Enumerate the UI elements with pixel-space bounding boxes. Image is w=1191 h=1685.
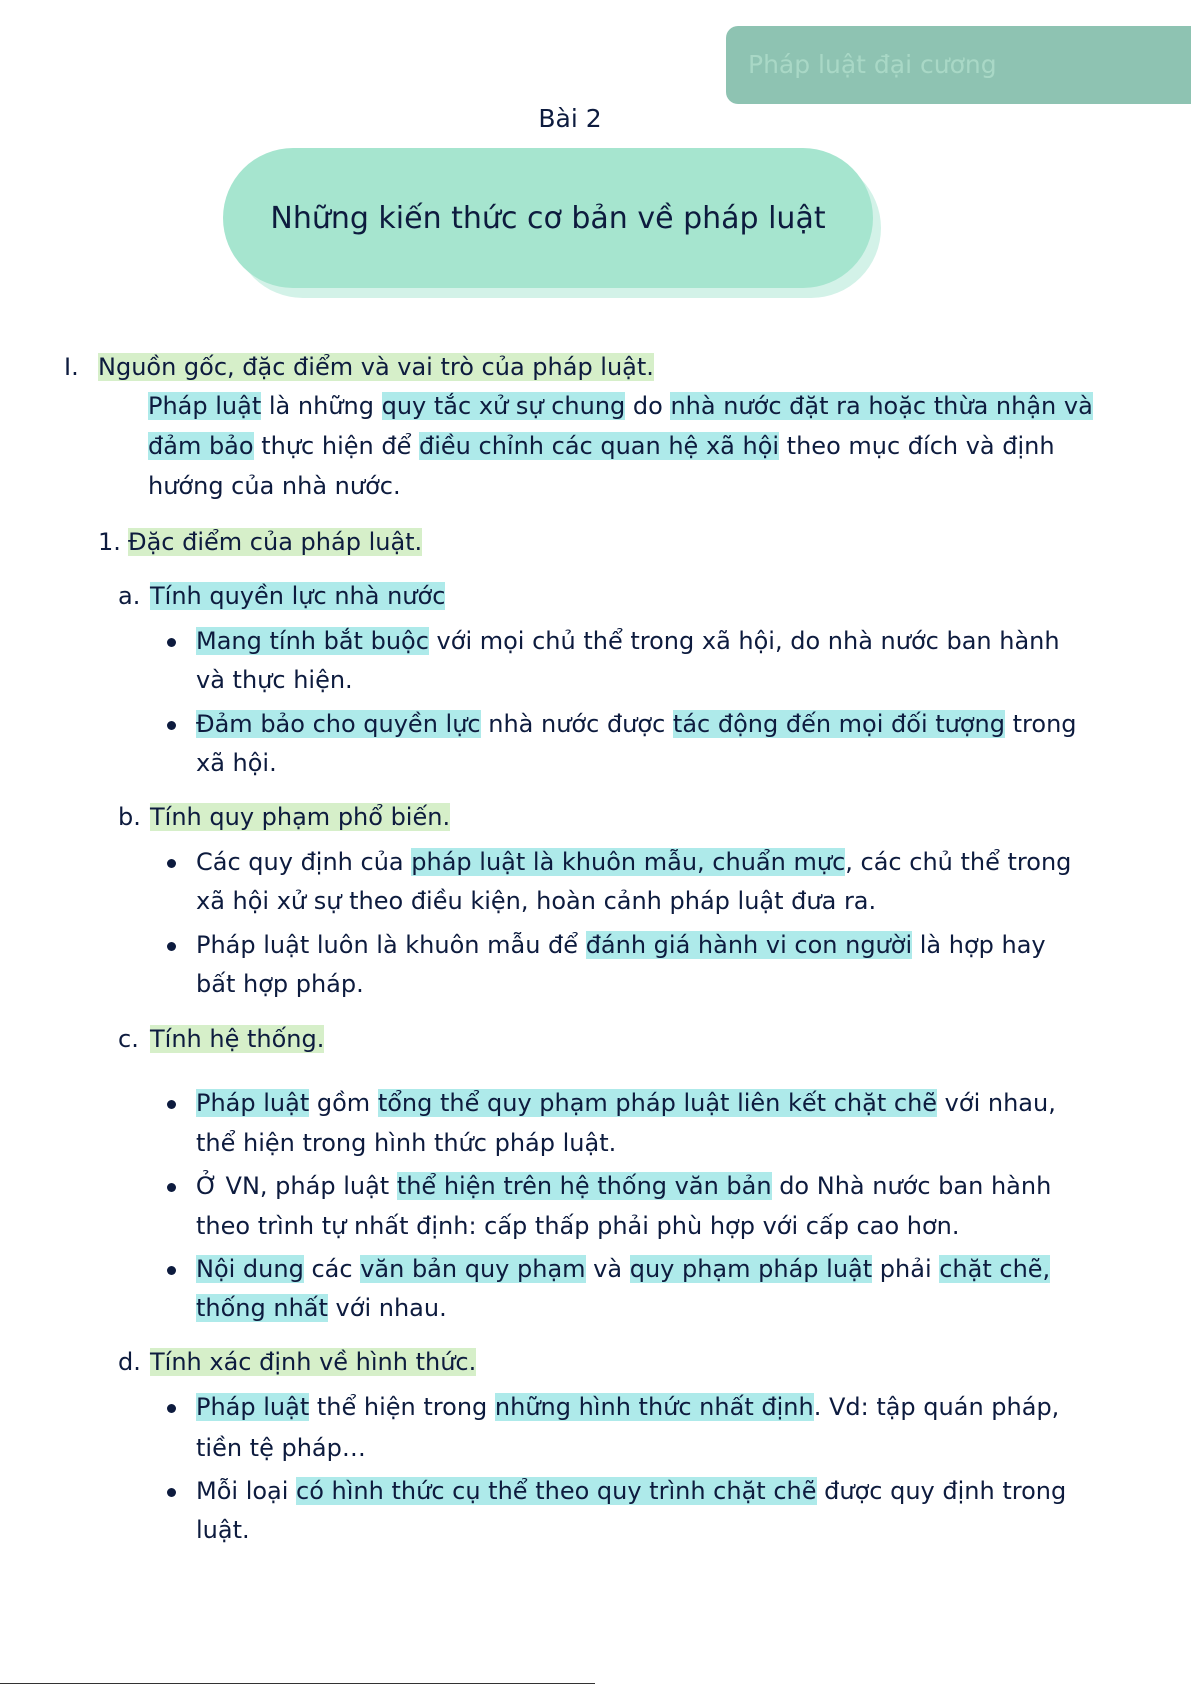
- bullet-b1-line-2: xã hội xử sự theo điều kiện, hoàn cảnh pháp luật đưa ra.: [196, 887, 877, 915]
- bullet-c2-line-2: theo trình tự nhất định: cấp thấp phải phù hợp với cấp cao hơn.: [196, 1212, 960, 1240]
- bullet-icon: [167, 721, 176, 730]
- footer-divider: [0, 1683, 595, 1684]
- bullet-d1-line-1: Pháp luật thể hiện trong những hình thức nhất định. Vd: tập quán pháp,: [196, 1393, 1060, 1421]
- bullet-c3-line-2: thống nhất với nhau.: [196, 1294, 447, 1322]
- bullet-b2-line-2: bất hợp pháp.: [196, 970, 364, 998]
- bullet-icon: [167, 859, 176, 868]
- header-tab-label: Pháp luật đại cương: [748, 50, 997, 79]
- bullet-icon: [167, 1100, 176, 1109]
- bullet-d1-line-2: tiền tệ pháp…: [196, 1434, 366, 1462]
- bullet-a2-line-2: xã hội.: [196, 749, 277, 777]
- definition-line-2: đảm bảo thực hiện để điều chỉnh các quan hệ xã hội theo mục đích và định: [148, 432, 1055, 460]
- item-label-d: d.: [118, 1348, 141, 1376]
- header-tab: [726, 26, 1191, 104]
- section-heading: Nguồn gốc, đặc điểm và vai trò của pháp luật.: [98, 353, 654, 381]
- page-title: Những kiến thức cơ bản về pháp luật: [270, 200, 826, 236]
- subsection-heading: Đặc điểm của pháp luật.: [128, 528, 423, 556]
- item-label-c: c.: [118, 1025, 139, 1053]
- bullet-c3-line-1: Nội dung các văn bản quy phạm và quy phạm pháp luật phải chặt chẽ,: [196, 1255, 1051, 1283]
- bullet-icon: [167, 1488, 176, 1497]
- bullet-b1-line-1: Các quy định của pháp luật là khuôn mẫu, chuẩn mực, các chủ thể trong: [196, 848, 1072, 876]
- item-heading-d: Tính xác định về hình thức.: [150, 1348, 477, 1376]
- bullet-a1-line-2: và thực hiện.: [196, 666, 353, 694]
- bullet-a2-line-1: Đảm bảo cho quyền lực nhà nước được tác động đến mọi đối tượng trong: [196, 710, 1077, 738]
- bullet-d2-line-1: Mỗi loại có hình thức cụ thể theo quy trình chặt chẽ được quy định trong: [196, 1477, 1067, 1505]
- item-label-b: b.: [118, 803, 141, 831]
- item-heading-b: Tính quy phạm phổ biến.: [150, 803, 451, 831]
- section-number: I.: [64, 353, 79, 381]
- definition-line-1: Pháp luật là những quy tắc xử sự chung do nhà nước đặt ra hoặc thừa nhận và: [148, 392, 1093, 420]
- bullet-c1-line-1: Pháp luật gồm tổng thể quy phạm pháp luật liên kết chặt chẽ với nhau,: [196, 1089, 1056, 1117]
- item-heading-c: Tính hệ thống.: [150, 1025, 325, 1053]
- bullet-c1-line-2: thể hiện trong hình thức pháp luật.: [196, 1129, 617, 1157]
- item-heading-a: Tính quyền lực nhà nước: [150, 582, 446, 610]
- item-label-a: a.: [118, 582, 141, 610]
- definition-line-3: hướng của nhà nước.: [148, 472, 401, 500]
- bullet-b2-line-1: Pháp luật luôn là khuôn mẫu để đánh giá hành vi con người là hợp hay: [196, 931, 1046, 959]
- bullet-icon: [167, 638, 176, 647]
- bullet-d2-line-2: luật.: [196, 1516, 250, 1544]
- bullet-icon: [167, 942, 176, 951]
- subsection-number: 1.: [98, 528, 121, 556]
- bullet-icon: [167, 1183, 176, 1192]
- bullet-icon: [167, 1404, 176, 1413]
- bullet-c2-line-1: Ở VN, pháp luật thể hiện trên hệ thống văn bản do Nhà nước ban hành: [196, 1172, 1052, 1200]
- bullet-icon: [167, 1266, 176, 1275]
- bullet-a1-line-1: Mang tính bắt buộc với mọi chủ thể trong xã hội, do nhà nước ban hành: [196, 627, 1060, 655]
- lesson-label: Bài 2: [538, 104, 602, 133]
- title-pill: [223, 148, 873, 288]
